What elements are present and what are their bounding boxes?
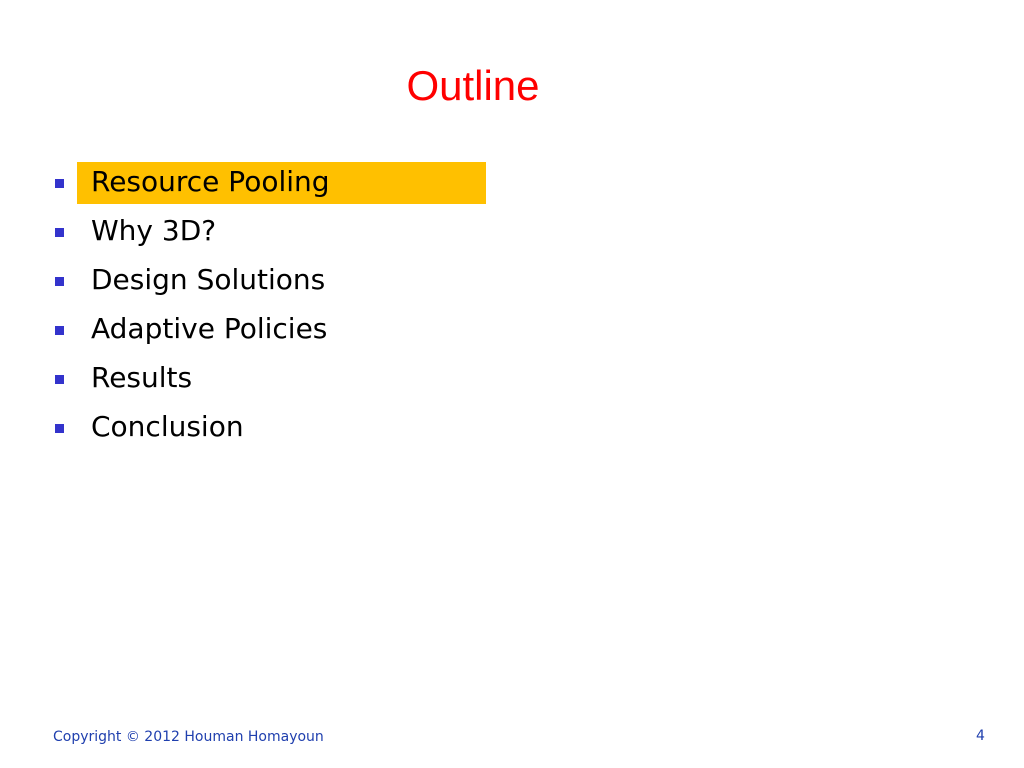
square-bullet-icon <box>55 424 64 433</box>
outline-item-results <box>0 357 1024 406</box>
outline-item-why-3d <box>0 210 1024 259</box>
footer-copyright: Copyright © 2012 Houman Homayoun <box>53 729 324 745</box>
square-bullet-icon <box>55 326 64 335</box>
outline-item-label: Adaptive Policies <box>91 312 328 345</box>
square-bullet-icon <box>55 375 64 384</box>
page-number: 4 <box>976 728 985 744</box>
outline-item-label: Resource Pooling <box>91 165 330 198</box>
outline-item-resource-pooling <box>0 161 1024 210</box>
square-bullet-icon <box>55 179 64 188</box>
square-bullet-icon <box>55 277 64 286</box>
square-bullet-icon <box>55 228 64 237</box>
outline-item-label: Conclusion <box>91 410 244 443</box>
outline-list <box>0 161 1024 455</box>
outline-item-label: Design Solutions <box>91 263 326 296</box>
outline-item-adaptive-policies <box>0 308 1024 357</box>
outline-item-label: Results <box>91 361 193 394</box>
outline-item-conclusion <box>0 406 1024 455</box>
outline-item-design-solutions <box>0 259 1024 308</box>
outline-item-label: Why 3D? <box>91 214 217 247</box>
slide-title: Outline <box>406 62 540 109</box>
